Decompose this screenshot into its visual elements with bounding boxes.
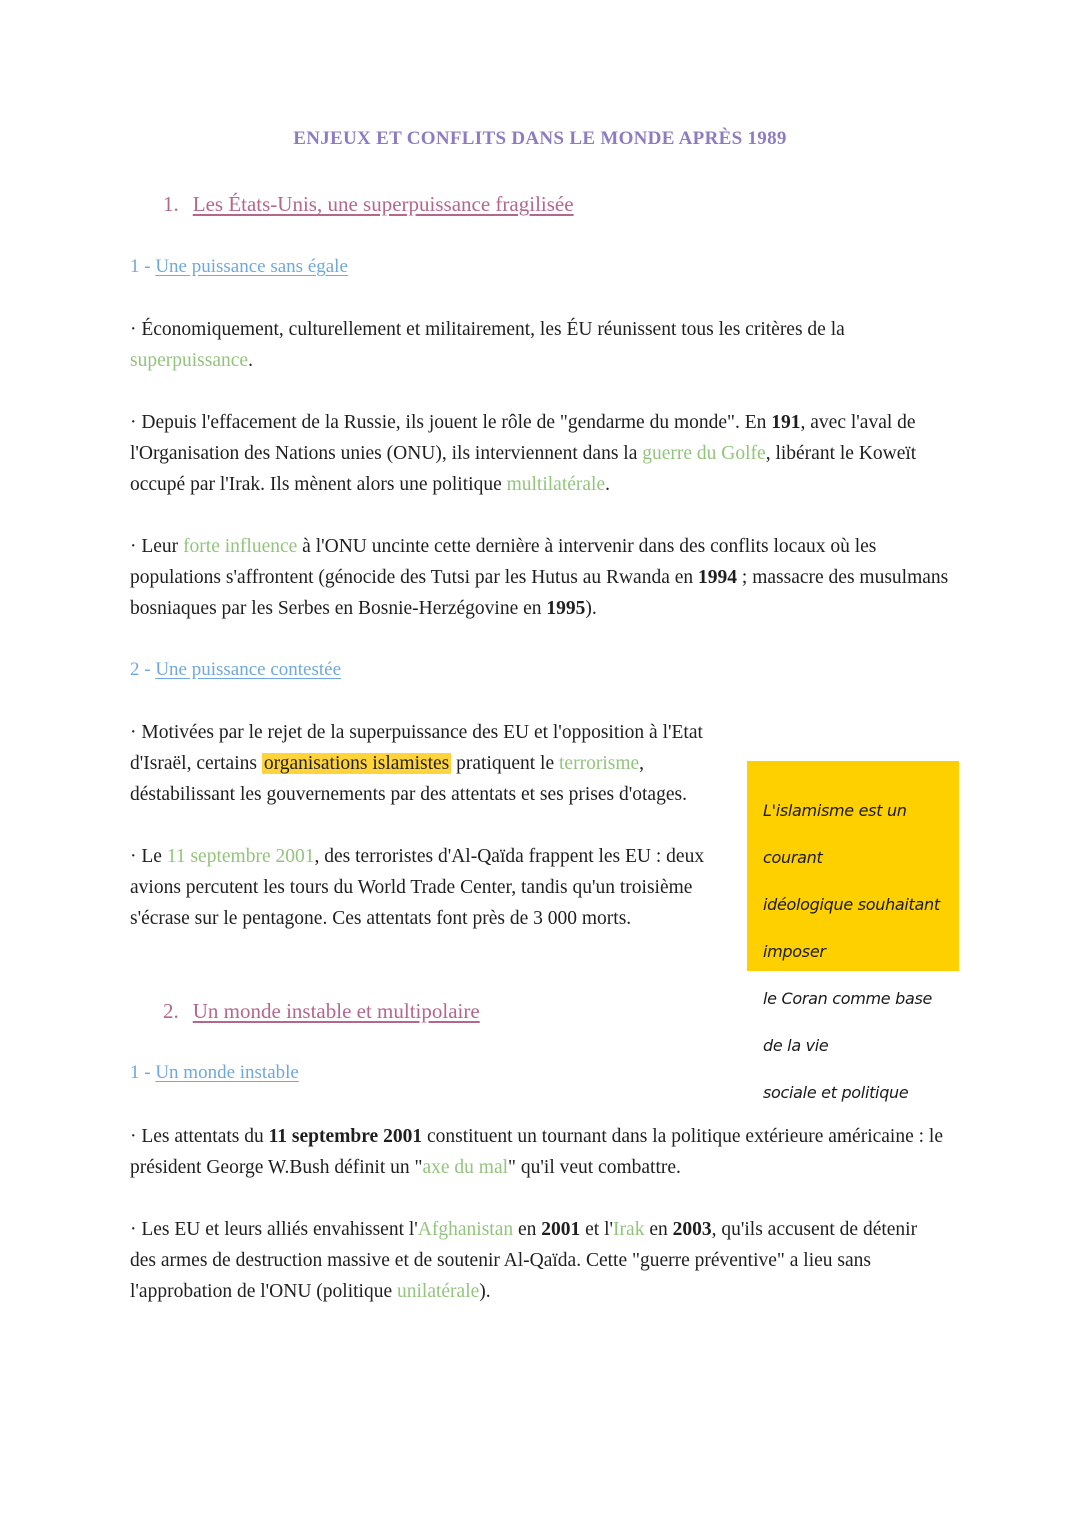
keyword: Irak <box>613 1219 645 1240</box>
keyword: guerre du Golfe <box>642 443 766 464</box>
paragraph: · Les attentats du 11 septembre 2001 constituent un tournant dans la politique extérieure américaine : le président George W.Bush définit un "axe du mal" qu'il veut combattre. <box>130 1126 943 1178</box>
keyword: 11 septembre 2001 <box>166 846 315 867</box>
section-heading-2 <box>163 999 480 1024</box>
date: 1994 <box>698 567 738 588</box>
paragraph: · Leur forte influence à l'ONU uncinte cette dernière à intervenir dans des conflits locaux où les populations s'affrontent (génocide des Tutsi par les Hutus au Rwanda en 1994 ; massacre des musulmans bosniaques par les Serbes en Bosnie-Herzégovine en 1995). <box>130 536 949 619</box>
section-number: 1. <box>163 192 179 216</box>
keyword: axe du mal <box>422 1157 509 1178</box>
subsection-title: Une puissance contestée <box>155 659 342 680</box>
section-title: Les États-Unis, une superpuissance fragilisée <box>192 192 574 216</box>
section-heading-1 <box>163 192 574 217</box>
paragraph: · Économiquement, culturellement et militairement, les ÉU réunissent tous les critères de la superpuissance. <box>130 319 845 371</box>
note-line: idéologique souhaitant imposer <box>763 895 940 961</box>
date: 191 <box>771 412 801 433</box>
date: 2003 <box>672 1219 712 1240</box>
subsection-number: 1 - <box>130 1062 156 1083</box>
paragraph: · Le 11 septembre 2001, des terroristes d'Al-Qaïda frappent les EU : deux avions percutent les tours du World Trade Center, tandis qu'un troisième s'écrase sur le pentagone. Ces attentats font près de 3 000 morts. <box>130 846 705 929</box>
subsection-number: 2 - <box>130 659 156 680</box>
keyword: multilatérale <box>506 474 606 495</box>
keyword: Afghanistan <box>417 1219 514 1240</box>
keyword: unilatérale <box>396 1281 480 1302</box>
page-title: ENJEUX ET CONFLITS DANS LE MONDE APRÈS 1989 <box>293 128 787 149</box>
subsection-title: Un monde instable <box>155 1062 299 1083</box>
note-line: sociale et politique <box>763 1083 909 1102</box>
note-line: L'islamisme est un courant <box>763 801 907 867</box>
date: 11 septembre 2001 <box>268 1126 423 1147</box>
highlighted-term: organisations islamistes <box>263 753 450 774</box>
date: 1995 <box>546 598 586 619</box>
keyword: superpuissance <box>130 350 249 371</box>
keyword: forte influence <box>183 536 298 557</box>
paragraph: · Motivées par le rejet de la superpuissance des EU et l'opposition à l'Etat d'Israël, certains organisations islamistes pratiquent le terrorisme, déstabilissant les gouvernements par des attentats et ses prises d'otages. <box>130 722 703 805</box>
subsection-heading-2-1 <box>130 1062 299 1084</box>
subsection-heading-1-2 <box>130 659 341 681</box>
definition-note <box>747 761 959 1102</box>
keyword: terrorisme <box>559 753 640 774</box>
section-number: 2. <box>163 999 179 1023</box>
date: 2001 <box>541 1219 581 1240</box>
paragraph: · Depuis l'effacement de la Russie, ils jouent le rôle de "gendarme du monde". En 191, avec l'aval de l'Organisation des Nations unies (ONU), ils interviennent dans la guerre du Golfe, libérant le Koweït occupé par l'Irak. Ils mènent alors une politique multilatérale. <box>130 412 917 495</box>
subsection-number: 1 - <box>130 256 156 277</box>
subsection-title: Une puissance sans égale <box>155 256 348 277</box>
paragraph: · Les EU et leurs alliés envahissent l'Afghanistan en 2001 et l'Irak en 2003, qu'ils accusent de détenir des armes de destruction massive et de soutenir Al-Qaïda. Cette "guerre préventive" a lieu sans l'approbation de l'ONU (politique unilatérale). <box>130 1219 918 1302</box>
note-line: le Coran comme base de la vie <box>763 989 933 1055</box>
section-title: Un monde instable et multipolaire <box>192 999 480 1023</box>
subsection-heading-1-1 <box>130 256 348 278</box>
